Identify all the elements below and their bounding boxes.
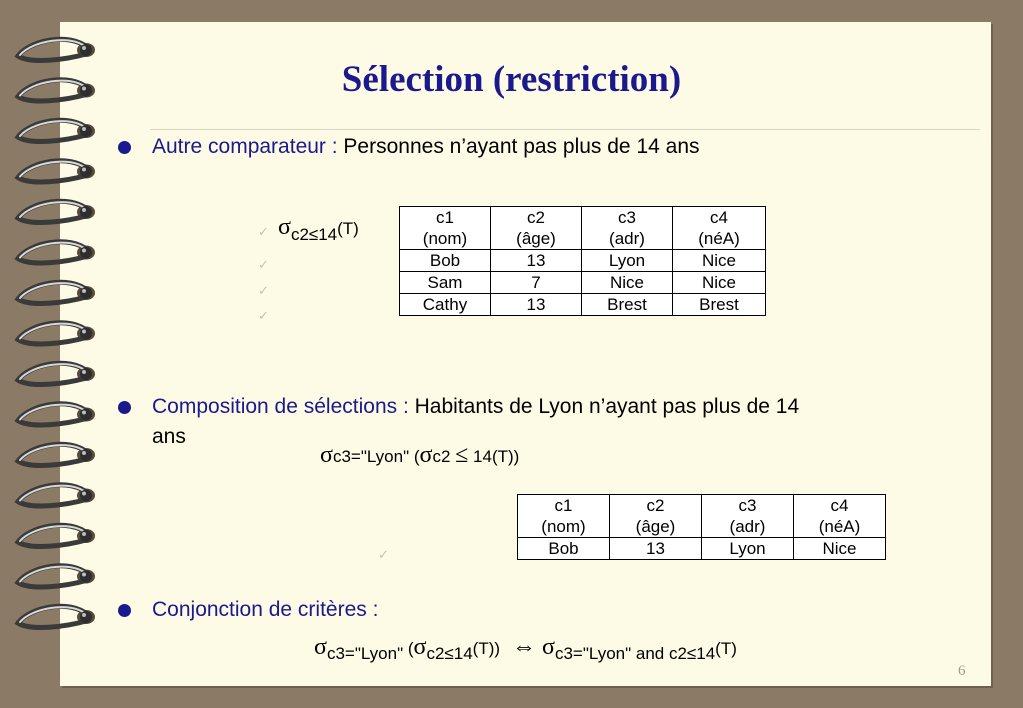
table-cell: Nice [673,272,766,294]
table-cell: Bob [518,538,610,560]
table-header-cell: c4 (néA) [794,495,886,538]
spiral-binding [0,0,110,708]
bullet-label: Autre comparateur : [152,135,344,158]
table-header-cell: c3 (adr) [582,207,673,250]
bullet-text-continued: ans [152,425,186,448]
checkmark-icon: ✓ [258,283,269,298]
table-cell: 13 [491,294,582,316]
bullet-composition [152,392,977,452]
selection-condition: c2≤14 [426,644,473,663]
slide-title: Sélection (restriction) [341,59,682,100]
table-cell: 13 [491,250,582,272]
selection-argument: 14(T)) [468,447,520,466]
table-cell: Sam [400,272,491,294]
bullet-icon [118,141,131,154]
bullet-icon [118,401,131,414]
table-header-cell: c1 (nom) [518,495,610,538]
checkmark-icon: ✓ [258,224,269,239]
bullet-text: Habitants de Lyon n’ayant pas plus de 14 [414,395,800,418]
bullet-label: Composition de sélections : [152,395,415,418]
checkmark-icon: ✓ [378,547,389,562]
slide-page [60,22,991,686]
selection-condition: c3="Lyon" and c2≤14 [554,644,716,663]
table-header-row [400,207,766,250]
selection-condition: c3="Lyon" ( [332,447,420,466]
table-cell: Brest [582,294,673,316]
table-header-cell: c1 (nom) [400,207,491,250]
conjunction-expression [314,634,737,661]
table-row [518,538,886,560]
table-header-cell: c2 (âge) [491,207,582,250]
table-row [400,294,766,316]
table-header-cell: c3 (adr) [702,495,794,538]
table-header-cell: c4 (néA) [673,207,766,250]
table-cell: Nice [673,250,766,272]
bullet-text: Personnes n’ayant pas plus de 14 ans [343,135,700,158]
table-row [400,250,766,272]
selection-condition: c3="Lyon" [326,644,404,663]
result-table-1 [399,206,766,316]
table-cell: Lyon [702,538,794,560]
checkmark-icon: ✓ [258,257,269,272]
table-header-row [518,495,886,538]
table-cell: 7 [491,272,582,294]
bullet-autre-comparateur [152,132,700,162]
table-cell: 13 [610,538,702,560]
bullet-icon [118,604,131,617]
open-paren: ( [403,639,414,658]
selection-condition: c2 [432,447,456,466]
table-cell: Nice [582,272,673,294]
sigma-symbol: σ [320,442,333,468]
table-cell: Lyon [582,250,673,272]
sigma-symbol: σ [413,634,427,660]
table-header-cell: c2 (âge) [610,495,702,538]
sigma-symbol: σ [278,214,291,240]
selection-condition: c2≤14 [290,225,338,244]
selection-argument: (T)) [472,639,501,658]
composition-expression [320,442,519,469]
sigma-symbol: σ [314,634,327,660]
page-number: 6 [958,663,966,679]
sigma-symbol: σ [419,442,433,468]
selection-argument: (T) [715,639,737,658]
selection-expression [278,214,359,244]
checkmark-icon: ✓ [258,308,269,323]
bullet-conjonction: Conjonction de critères : [152,598,379,621]
equivalence-symbol: ⇔ [512,634,537,660]
title-divider [150,129,980,130]
le-symbol: ≤ [455,442,469,468]
table-row [400,272,766,294]
result-table-2 [517,494,886,560]
table-cell: Cathy [400,294,491,316]
sigma-symbol: σ [542,634,555,660]
table-cell: Brest [673,294,766,316]
selection-argument: (T) [337,219,359,238]
table-cell: Bob [400,250,491,272]
table-cell: Nice [794,538,886,560]
